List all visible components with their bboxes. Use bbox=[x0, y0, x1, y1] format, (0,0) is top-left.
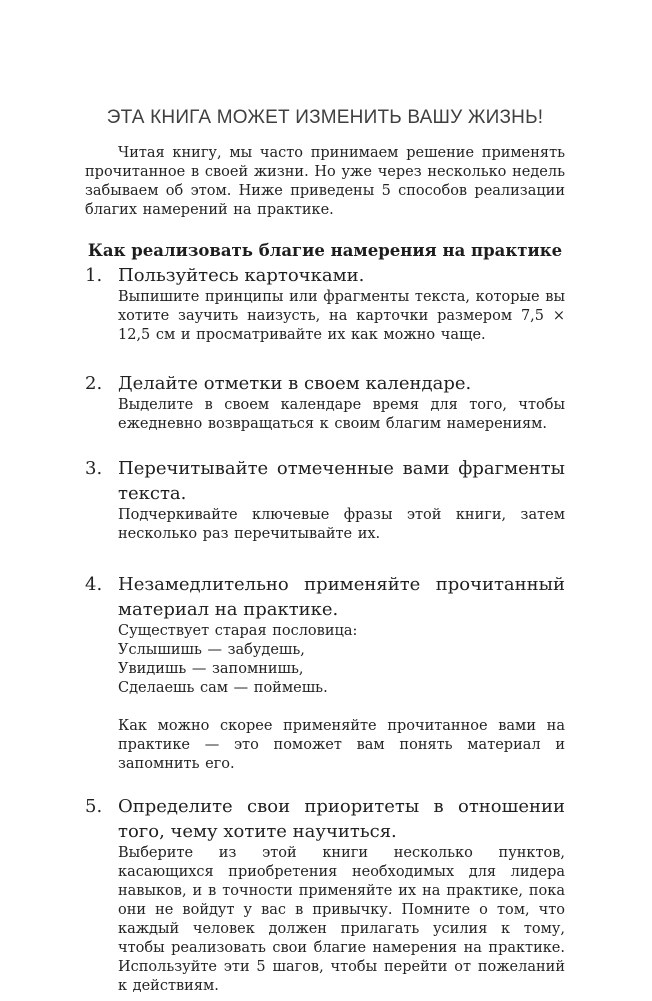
item-3-number: 3. bbox=[85, 458, 103, 479]
item-5-number: 5. bbox=[85, 796, 103, 817]
item-2-content bbox=[118, 371, 565, 434]
item-5-paragraph: Выберите из этой книги несколько пунктов, касающихся приобретения необходимых для лидера навыков, и в точности применяйте их на практике, пока они не войдут у вас в привычку. Помните о том, что каждый человек должен прилагать усилия к тому, чтобы реализовать свои благие намерения на практике. Используйте эти 5 шагов, чтобы перейти от пожеланий к действиям. bbox=[118, 845, 565, 994]
item-1-content bbox=[118, 263, 565, 345]
item-1-title: Пользуйтесь карточками. bbox=[118, 265, 365, 286]
item-4-content bbox=[118, 572, 565, 774]
item-2-paragraph: Выделите в своем календаре время для того, чтобы ежедневно возвращаться к своим благим намерениям. bbox=[118, 397, 565, 432]
item-4-proverb-line-2: Увидишь — запомнишь, bbox=[118, 661, 304, 677]
list-item-4 bbox=[85, 572, 565, 774]
list-item-5 bbox=[85, 794, 565, 996]
item-5-body bbox=[118, 844, 565, 996]
item-4-proverb-line-1: Услышишь — забудешь, bbox=[118, 642, 305, 658]
item-4-number: 4. bbox=[85, 574, 103, 595]
list-item-1 bbox=[85, 263, 565, 345]
item-4-proverb-intro: Существует старая пословица: bbox=[118, 623, 358, 639]
item-5-title: Определите свои приоритеты в отношении того, чему хотите научиться. bbox=[118, 796, 565, 842]
item-3-body bbox=[118, 506, 565, 544]
item-5-content bbox=[118, 794, 565, 996]
page-title: ЭТА КНИГА МОЖЕТ ИЗМЕНИТЬ ВАШУ ЖИЗНЬ! bbox=[106, 107, 544, 128]
item-2-number: 2. bbox=[85, 373, 103, 394]
item-3-title: Перечитывайте отмеченные вами фрагменты текста. bbox=[118, 458, 565, 504]
item-1-body bbox=[118, 288, 565, 345]
item-4-body bbox=[118, 622, 565, 774]
section-heading: Как реализовать благие намерения на практике bbox=[87, 241, 563, 260]
item-2-body bbox=[118, 396, 565, 434]
item-2-title: Делайте отметки в своем календаре. bbox=[118, 373, 472, 394]
list-item-2 bbox=[85, 371, 565, 434]
item-4-title: Незамедлительно применяйте прочитанный материал на практике. bbox=[118, 574, 565, 620]
intro-paragraph: Читая книгу, мы часто принимаем решение применять прочитанное в своей жизни. Но уже через несколько недель забываем об этом. Ниже приведены 5 способов реализации благих намерений на практике. bbox=[85, 145, 565, 218]
item-1-paragraph: Выпишите принципы или фрагменты текста, которые вы хотите заучить наизусть, на карточки размером 7,5 × 12,5 см и просматривайте их как можно чаще. bbox=[118, 289, 565, 343]
item-1-number: 1. bbox=[85, 265, 103, 286]
list-item-3 bbox=[85, 456, 565, 544]
item-3-content bbox=[118, 456, 565, 544]
item-4-proverb-line-3: Сделаешь сам — поймешь. bbox=[118, 680, 328, 696]
item-4-paragraph: Как можно скорее применяйте прочитанное вами на практике — это поможет вам понять материал и запомнить его. bbox=[118, 718, 565, 772]
item-3-paragraph: Подчеркивайте ключевые фразы этой книги, затем несколько раз перечитывайте их. bbox=[118, 507, 565, 542]
